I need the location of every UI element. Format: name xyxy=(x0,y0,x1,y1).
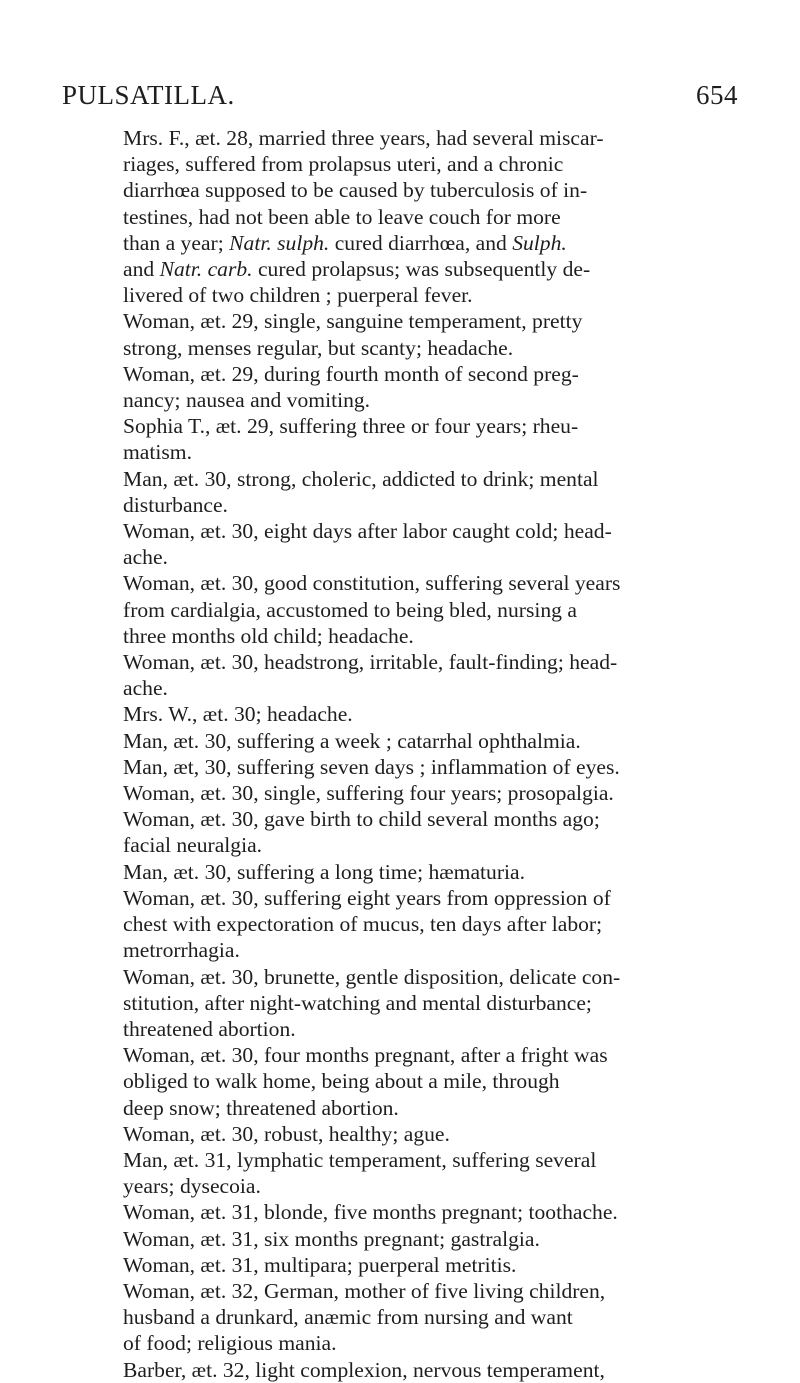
case-entry xyxy=(123,518,723,570)
case-entry-line: Man, æt. 31, lymphatic temperament, suffering several xyxy=(123,1147,597,1172)
case-entry-line: chest with expectoration of mucus, ten days after labor; xyxy=(123,912,603,937)
case-entry-line: Woman, æt. 30, headstrong, irritable, fault-finding; head- xyxy=(123,650,618,675)
case-entry-line: Woman, æt. 31, blonde, five months pregnant; toothache. xyxy=(123,1200,618,1225)
case-entry-line: years; dysecoia. xyxy=(123,1174,261,1199)
case-entry xyxy=(123,1042,723,1121)
case-entry xyxy=(123,1357,723,1383)
case-entry xyxy=(123,570,723,649)
case-entry xyxy=(123,1226,723,1252)
case-entry-line: matism. xyxy=(123,440,192,465)
case-entry-line: Mrs. W., æt. 30; headache. xyxy=(123,702,353,727)
case-entry xyxy=(123,754,723,780)
case-entry-line: disturbance. xyxy=(123,492,228,517)
case-entry-line: Woman, æt. 30, robust, healthy; ague. xyxy=(123,1121,450,1146)
case-entry xyxy=(123,1278,723,1357)
case-entry xyxy=(123,780,723,806)
case-entry-line: Man, æt, 30, suffering seven days ; inflammation of eyes. xyxy=(123,754,620,779)
case-entry-line: Sophia T., æt. 29, suffering three or four years; rheu- xyxy=(123,414,579,439)
case-entry-line: Woman, æt. 30, single, suffering four years; prosopalgia. xyxy=(123,781,614,806)
case-entry-line: livered of two children ; puerperal fever. xyxy=(123,283,473,308)
case-entry-line: obliged to walk home, being about a mile, through xyxy=(123,1069,560,1094)
case-entry xyxy=(123,1121,723,1147)
case-entry xyxy=(123,413,723,465)
case-entry-line: deep snow; threatened abortion. xyxy=(123,1095,399,1120)
case-entry-line: Mrs. F., æt. 28, married three years, had several miscar- xyxy=(123,126,604,150)
case-entry-line: husband a drunkard, anæmic from nursing and want xyxy=(123,1305,573,1330)
case-entry-line: testines, had not been able to leave couch for more xyxy=(123,204,561,229)
case-entry-line: metrorrhagia. xyxy=(123,938,240,963)
case-entry-line: Woman, æt. 30, four months pregnant, after a fright was xyxy=(123,1043,608,1068)
case-entry-line: Man, æt. 30, strong, choleric, addicted to drink; mental xyxy=(123,466,599,491)
case-entry-line: Woman, æt. 30, brunette, gentle disposition, delicate con- xyxy=(123,964,621,989)
case-entry-line: Man, æt. 30, suffering a week ; catarrhal ophthalmia. xyxy=(123,728,581,753)
case-entry-line: Woman, æt. 29, during fourth month of second preg- xyxy=(123,361,579,386)
case-entry xyxy=(123,701,723,727)
case-entry-line: Woman, æt. 29, single, sanguine temperament, pretty xyxy=(123,309,583,334)
case-entry-line: Woman, æt. 31, multipara; puerperal metritis. xyxy=(123,1252,517,1277)
case-entry xyxy=(123,964,723,1043)
case-entry xyxy=(123,1252,723,1278)
case-list xyxy=(123,125,723,1383)
case-entry-line: Woman, æt. 30, eight days after labor caught cold; head- xyxy=(123,519,612,544)
case-entry-line: Woman, æt. 30, gave birth to child several months ago; xyxy=(123,807,600,832)
case-entry-line: stitution, after night-watching and mental disturbance; xyxy=(123,990,592,1015)
case-entry-line: diarrhœa supposed to be caused by tuberculosis of in- xyxy=(123,178,588,203)
case-entry-line: Man, æt. 30, suffering a long time; hæmaturia. xyxy=(123,859,526,884)
case-entry-line: facial neuralgia. xyxy=(123,833,263,858)
case-entry-line: three months old child; headache. xyxy=(123,623,414,648)
case-entry-line: strong, menses regular, but scanty; headache. xyxy=(123,335,514,360)
case-entry xyxy=(123,361,723,413)
case-entry-line: than a year; Natr. sulph. cured diarrhœa, and Sulph. xyxy=(123,230,567,255)
case-entry xyxy=(123,728,723,754)
page-title: PULSATILLA. xyxy=(62,80,235,110)
case-entry xyxy=(123,1147,723,1199)
running-head xyxy=(62,80,738,114)
case-entry xyxy=(123,859,723,885)
case-entry-line: ache. xyxy=(123,676,168,701)
case-entry-line: Barber, æt. 32, light complexion, nervous temperament, xyxy=(123,1357,605,1382)
case-entry-line: and Natr. carb. cured prolapsus; was subsequently de- xyxy=(123,257,591,282)
case-entry xyxy=(123,308,723,360)
case-entry-line: ache. xyxy=(123,545,168,570)
case-entry xyxy=(123,649,723,701)
case-entry xyxy=(123,125,723,308)
case-entry xyxy=(123,806,723,858)
case-entry-line: Woman, æt. 32, German, mother of five living children, xyxy=(123,1278,606,1303)
case-entry-line: from cardialgia, accustomed to being bled, nursing a xyxy=(123,597,577,622)
case-entry-line: Woman, æt. 30, good constitution, suffering several years xyxy=(123,571,621,596)
case-entry-line: nancy; nausea and vomiting. xyxy=(123,388,371,413)
case-entry-line: Woman, æt. 30, suffering eight years from oppression of xyxy=(123,885,611,910)
case-entry-line: Woman, æt. 31, six months pregnant; gastralgia. xyxy=(123,1226,540,1251)
case-entry xyxy=(123,1199,723,1225)
case-entry xyxy=(123,885,723,964)
page-number: 654 xyxy=(696,80,738,110)
case-entry-line: of food; religious mania. xyxy=(123,1331,337,1356)
case-entry xyxy=(123,466,723,518)
case-entry-line: riages, suffered from prolapsus uteri, and a chronic xyxy=(123,152,564,177)
case-entry-line: threatened abortion. xyxy=(123,1016,296,1041)
